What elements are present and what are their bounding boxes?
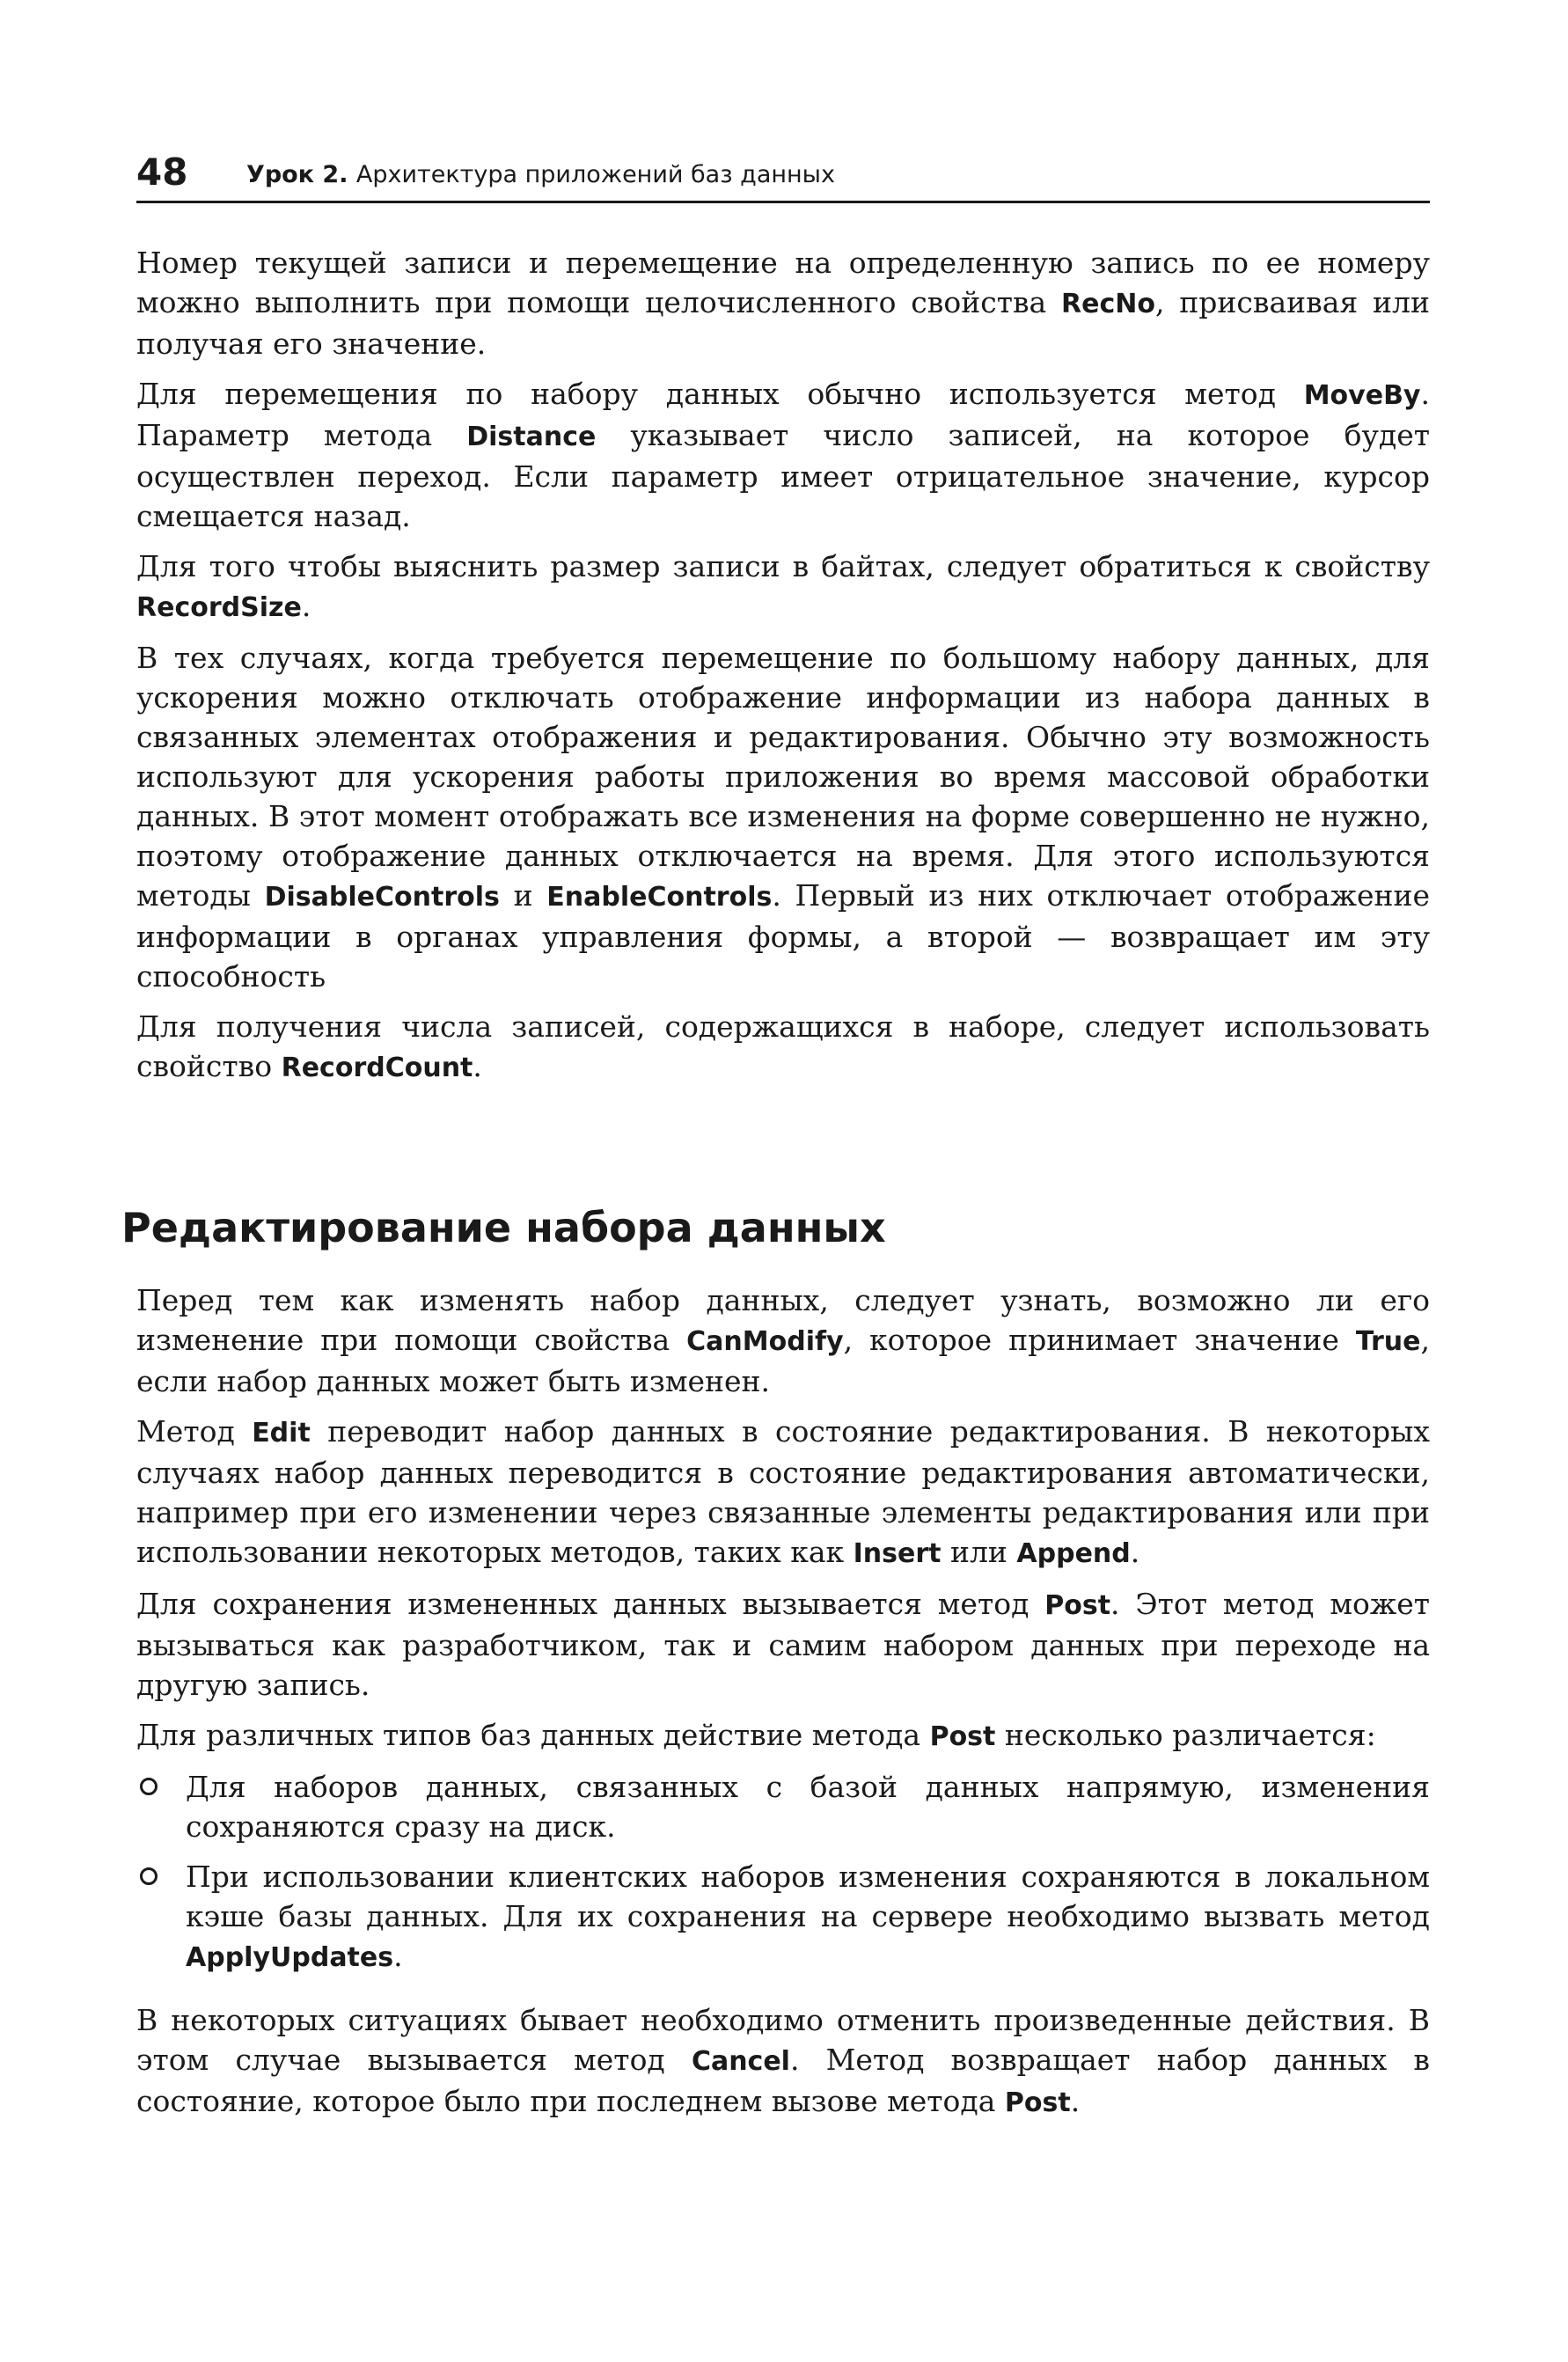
paragraph-cancel	[136, 2000, 1430, 2123]
bullet-circle-icon	[140, 1867, 158, 1885]
text-run: , которое принимает значение	[843, 1323, 1356, 1357]
paragraph-disablecontrols	[136, 638, 1430, 996]
code-edit: Edit	[252, 1418, 311, 1449]
text-run: Метод	[136, 1414, 253, 1449]
code-post: Post	[1004, 2087, 1071, 2118]
text-run: и	[499, 878, 547, 913]
paragraph-post-types	[136, 1715, 1430, 1757]
text-run: несколько различается:	[995, 1718, 1376, 1752]
chapter-label: Урок 2.	[246, 161, 348, 188]
code-disablecontrols: DisableControls	[264, 882, 500, 913]
section-body-navigation	[136, 243, 1430, 1098]
bullet-circle-icon	[140, 1778, 158, 1795]
code-moveby: MoveBy	[1303, 380, 1421, 411]
paragraph-moveby	[136, 374, 1430, 536]
text-run: .	[473, 1049, 482, 1083]
text-run: В тех случаях, когда требуется перемещение по большому набору данных, для ускорения можно отключать отображение информации из набора данных в связанных элементах отображения и редактирования. Обычно эту возможность используют для ускорения работы приложения во время массовой обработки данных. В этот момент отображать все изменения на форме совершенно не нужно, поэтому отображение данных отключается на время. Для этого используются методы	[136, 641, 1430, 913]
text-run: . Первый из них отключает отображение информации в органах управления формы, а второй — возвращает им эту способность	[136, 878, 1430, 994]
chapter-title	[246, 160, 835, 190]
paragraph-post	[136, 1584, 1430, 1705]
text-run: Для различных типов баз данных действие метода	[136, 1718, 930, 1752]
text-run: Для получения числа записей, содержащихся в наборе, следует использовать свойство	[136, 1009, 1430, 1083]
list-item	[136, 1767, 1430, 1846]
code-cancel: Cancel	[691, 2046, 790, 2077]
chapter-name: Архитектура приложений баз данных	[355, 161, 835, 188]
code-post: Post	[1044, 1590, 1111, 1621]
paragraph-recno	[136, 243, 1430, 363]
text-run: . Метод возвращает набор данных в состояние, которое было при последнем вызове метода	[136, 2043, 1430, 2118]
text-run: Для перемещения по набору данных обычно используется метод	[136, 377, 1304, 411]
code-enablecontrols: EnableControls	[546, 882, 773, 913]
text-run: Для сохранения измененных данных вызывается метод	[136, 1587, 1045, 1621]
code-canmodify: CanModify	[686, 1326, 844, 1357]
text-run: или	[941, 1535, 1017, 1569]
text-run: . Параметр метода	[136, 377, 1430, 452]
code-recordcount: RecordCount	[281, 1053, 473, 1083]
text-run: Перед тем как изменять набор данных, следует узнать, возможно ли его изменение при помощи свойства	[136, 1283, 1430, 1357]
code-recordsize: RecordSize	[136, 592, 302, 623]
text-run: В некоторых ситуациях бывает необходимо отменить произведенные действия. В этом случае вызывается метод	[136, 2003, 1430, 2077]
text-run: Для наборов данных, связанных с базой данных напрямую, изменения сохраняются сразу на диск.	[186, 1770, 1430, 1844]
code-true: True	[1355, 1326, 1421, 1357]
text-run: .	[301, 589, 311, 623]
text-run: , присваивая или получая его значение.	[136, 285, 1430, 361]
text-run: . Этот метод может вызываться как разработчиком, так и самим набором данных при переходе на другую запись.	[136, 1587, 1430, 1702]
code-recno: RecNo	[1061, 289, 1155, 319]
paragraph-canmodify	[136, 1280, 1430, 1401]
text-run: указывает число записей, на которое будет осуществлен переход. Если параметр имеет отрицательное значение, курсор смещается назад.	[136, 418, 1430, 533]
page-number: 48	[136, 150, 188, 194]
paragraph-recordsize	[136, 546, 1430, 627]
text-run: переводит набор данных в состояние редактирования. В некоторых случаях набор данных переводится в состояние редактирования автоматически, например при его изменении через связанные элементы редактирования или при использовании некоторых методов, таких как	[136, 1414, 1430, 1569]
code-distance: Distance	[466, 422, 597, 452]
paragraph-recordcount	[136, 1007, 1430, 1088]
paragraph-edit	[136, 1412, 1430, 1573]
code-applyupdates: ApplyUpdates	[186, 1942, 394, 1973]
code-insert: Insert	[853, 1538, 942, 1569]
code-post: Post	[929, 1721, 996, 1752]
text-run: .	[393, 1939, 403, 1973]
section-body-editing	[136, 1280, 1430, 2133]
code-append: Append	[1016, 1538, 1131, 1569]
section-heading: Редактирование набора данных	[121, 1204, 886, 1251]
text-run: .	[1130, 1535, 1140, 1569]
text-run: .	[1070, 2084, 1081, 2118]
text-run: При использовании клиентских наборов изменения сохраняются в локальном кэше базы данных. Для их сохранения на сервере необходимо вызвать метод	[186, 1860, 1430, 1933]
text-run: Номер текущей записи и перемещение на определенную запись по ее номеру можно выполнить при помощи целочисленного свойства	[136, 246, 1430, 319]
running-header	[136, 148, 1430, 203]
text-run: Для того чтобы выяснить размер записи в байтах, следует обратиться к свойству	[136, 549, 1430, 583]
list-item	[136, 1857, 1430, 1977]
text-run: , если набор данных может быть изменен.	[136, 1323, 1430, 1398]
